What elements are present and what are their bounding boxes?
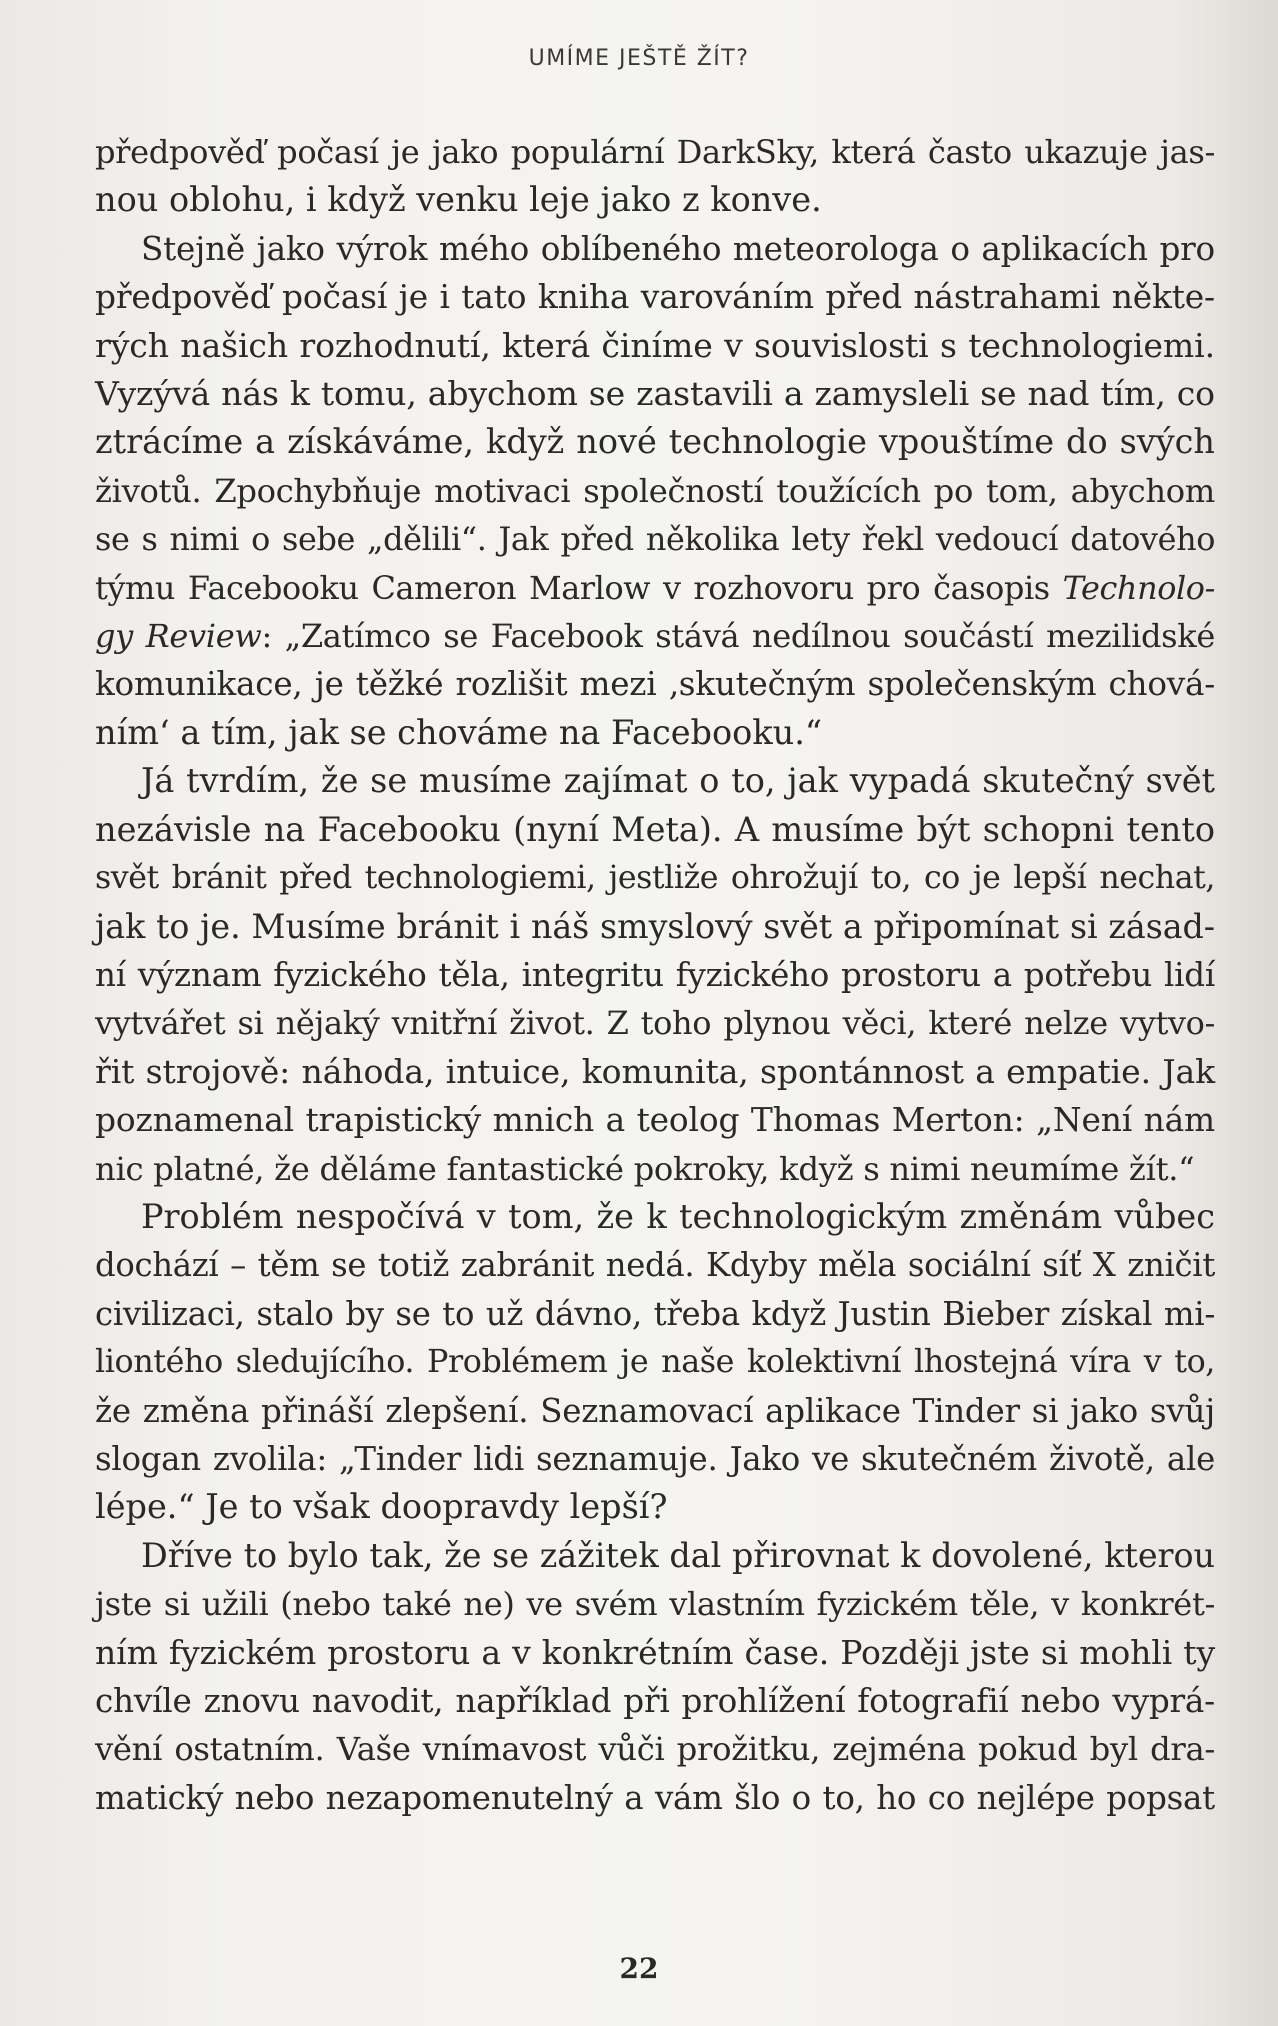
paragraph-4 [95,1193,1215,1532]
text-line: předpověď počasí je i tato kniha varováním před nástrahami někte- [95,278,1215,317]
text-line: že změna přináší zlepšení. Seznamovací aplikace Tinder si jako svůj [95,1391,1215,1430]
text-line [95,564,1215,612]
page-number: 22 [619,1952,659,1985]
text-line: lépe.“ Je to však doopravdy lepší? [95,1487,668,1527]
text-line: slogan zvolila: „Tinder lidi seznamuje. Jako ve skutečném životě, ale [95,1439,1215,1478]
text-line: civilizaci, stalo by se to už dávno, třeba když Justin Bieber získal mi- [95,1294,1215,1333]
text-line: nic platné, že děláme fantastické pokroky, když s nimi neumíme žít.“ [95,1149,1195,1188]
running-head: UMÍME JEŠTĚ ŽÍT? [528,46,750,71]
text-line: komunikace, je těžké rozlišit mezi ‚skutečným společenským chová- [95,665,1215,704]
text-line: ním fyzickém prostoru a v konkrétním čase. Později jste si mohli ty [95,1632,1215,1672]
text-line: ztrácíme a získáváme, když nové technologie vpouštíme do svých [95,422,1215,462]
text-line-segment: týmu Facebooku Cameron Marlow v rozhovoru pro časopis [95,568,1063,607]
text-line: vění ostatním. Vaše vnímavost vůči prožitku, zejména pokud byl dra- [95,1730,1215,1769]
text-line: předpověď počasí je jako populární DarkSky, která často ukazuje jas- [95,133,1215,171]
text-line: nezávisle na Facebooku (nyní Meta). A musíme být schopni tento [95,809,1215,849]
text-line: matický nebo nezapomenutelný a vám šlo o to, ho co nejlépe popsat [95,1778,1215,1817]
text-line: dochází – těm se totiž zabránit nedá. Kdyby měla sociální síť X zničit [95,1246,1215,1285]
text-line: rých našich rozhodnutí, která činíme v souvislosti s technologiemi. [95,325,1215,365]
text-line-segment: : „Zatímco se Facebook stává nedílnou součástí mezilidské [261,617,1215,656]
paragraph-5 [95,1532,1215,1822]
text-line: ní význam fyzického těla, integritu fyzického prostoru a potřebu lidí [95,955,1215,994]
text-line: Stejně jako výrok mého oblíbeného meteorologa o aplikacích pro [141,229,1215,268]
text-line: ním‘ a tím, jak se chováme na Facebooku.“ [95,712,822,752]
text-line: se s nimi o sebe „dělili“. Jak před několika lety řekl vedoucí datového [95,520,1215,559]
text-line: životů. Zpochybňuje motivaci společností toužících po tom, abychom [95,471,1215,510]
italic-journal-title: Technolo- [1062,568,1215,607]
text-line: poznamenal trapistický mnich a teolog Thomas Merton: „Není nám [95,1101,1215,1140]
text-line: řit strojově: náhoda, intuice, komunita, spontánnost a empatie. Jak [95,1051,1215,1091]
text-line: chvíle znovu navodit, například při prohlížení fotografií nebo vyprá- [95,1682,1215,1720]
text-line: nou oblohu, i když venku leje jako z konve. [95,180,822,220]
text-line: Já tvrdím, že se musíme zajímat o to, jak vypadá skutečný svět [141,761,1215,801]
text-line: jak to je. Musíme bránit i náš smyslový svět a připomínat si zásad- [95,906,1215,946]
text-line: Problém nespočívá v tom, že k technologickým změnám vůbec [141,1196,1215,1236]
text-line: svět bránit před technologiemi, jestliže ohrožují to, co je lepší nechat, [95,860,1215,897]
text-line: Vyzývá nás k tomu, abychom se zastavili a zamysleli se nad tím, co [95,374,1215,414]
paragraph-2 [95,225,1215,757]
italic-journal-title: gy Review [95,617,262,656]
paragraph-3 [95,757,1215,1193]
text-line: liontého sledujícího. Problémem je naše kolektivní lhostejná víra v to, [95,1343,1215,1381]
text-line: vytvářet si nějaký vnitřní život. Z toho plynou věci, které nelze vytvo- [95,1004,1215,1043]
text-line: jste si užili (nebo také ne) ve svém vlastním fyzickém těle, v konkrét- [95,1585,1215,1624]
text-line [95,612,1215,660]
body-text [95,128,1215,1822]
paragraph-1 [95,128,1215,225]
text-line: Dříve to bylo tak, že se zážitek dal přirovnat k dovolené, kterou [141,1535,1215,1575]
